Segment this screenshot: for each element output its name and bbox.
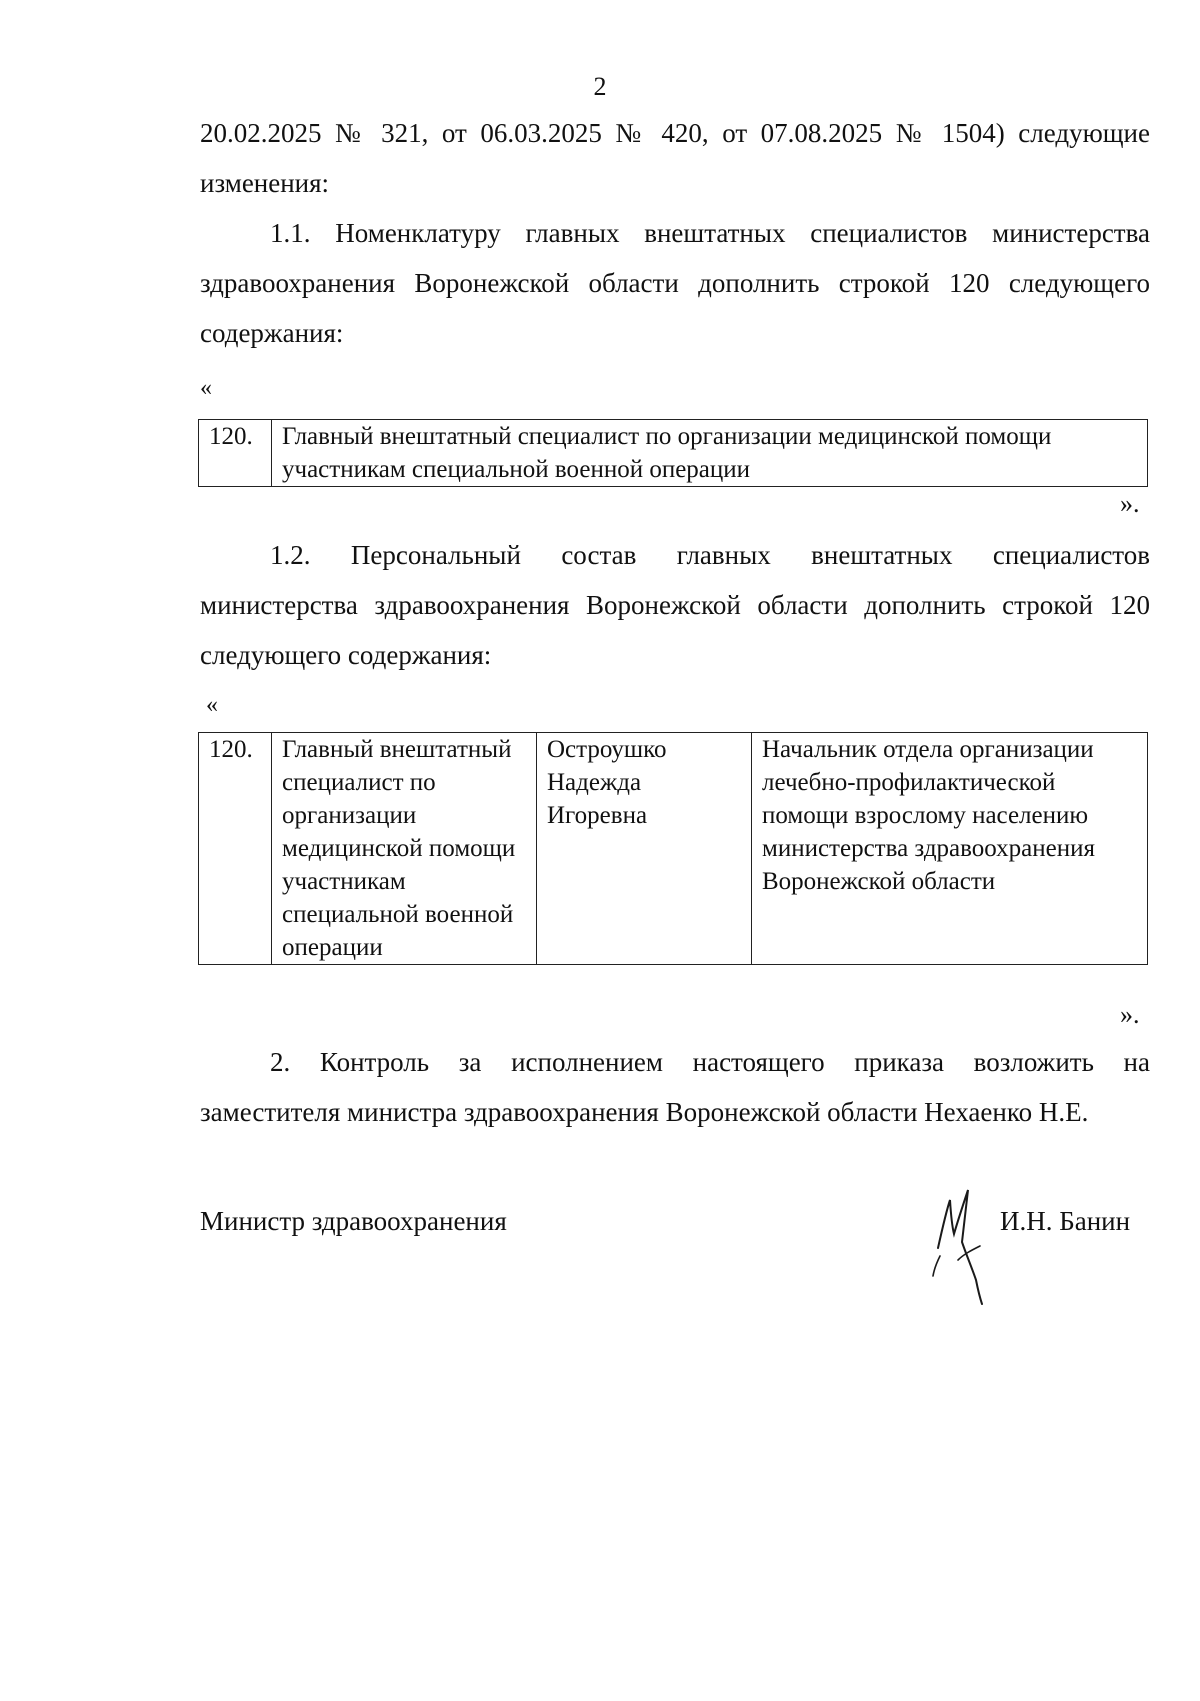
page-number: 2 xyxy=(593,72,607,101)
signatory-name: И.Н. Банин xyxy=(1000,1206,1131,1236)
item-1-2-line-2: министерства здравоохранения Воронежской области дополнить строкой 120 xyxy=(200,590,1150,620)
signatory-title: Министр здравоохранения xyxy=(200,1206,507,1236)
table-row xyxy=(199,420,1148,487)
item-1-1-line-3: содержания: xyxy=(200,318,344,348)
intro-line-1: 20.02.2025 № 321, от 06.03.2025 № 420, от 07.08.2025 № 1504) следующие xyxy=(200,118,1150,148)
open-quote-2: « xyxy=(206,692,218,718)
person-name-cell: Остроушко Надежда Игоревна xyxy=(537,733,752,965)
position-cell: Главный внештатный специалист по организации медицинской помощи участникам специальной военной операции xyxy=(272,733,537,965)
close-quote-1: ». xyxy=(1120,489,1140,518)
item-1-1-line-2: здравоохранения Воронежской области дополнить строкой 120 следующего xyxy=(200,268,1150,298)
nomenclature-table xyxy=(198,419,1148,487)
item-1-2-line-1: 1.2. Персональный состав главных внештатных специалистов xyxy=(270,540,1150,570)
table-row xyxy=(199,733,1148,965)
row-number-cell: 120. xyxy=(199,420,272,487)
job-title-cell: Начальник отдела организации лечебно-профилактической помощи взрослому населению министерства здравоохранения Воронежской области xyxy=(752,733,1148,965)
row-number-cell: 120. xyxy=(199,733,272,965)
specialist-title-cell: Главный внештатный специалист по организации медицинской помощи участникам специальной военной операции xyxy=(272,420,1148,487)
handwritten-signature-icon xyxy=(920,1160,1010,1310)
item-1-1-line-1: 1.1. Номенклатуру главных внештатных специалистов министерства xyxy=(270,218,1150,248)
personnel-table xyxy=(198,732,1148,965)
open-quote-1: « xyxy=(200,375,212,401)
item-1-2-line-3: следующего содержания: xyxy=(200,640,492,670)
item-2-line-2: заместителя министра здравоохранения Воронежской области Нехаенко Н.Е. xyxy=(200,1097,1089,1127)
close-quote-2: ». xyxy=(1120,1000,1140,1029)
item-2-line-1: 2. Контроль за исполнением настоящего приказа возложить на xyxy=(270,1047,1150,1077)
intro-line-2: изменения: xyxy=(200,168,330,198)
